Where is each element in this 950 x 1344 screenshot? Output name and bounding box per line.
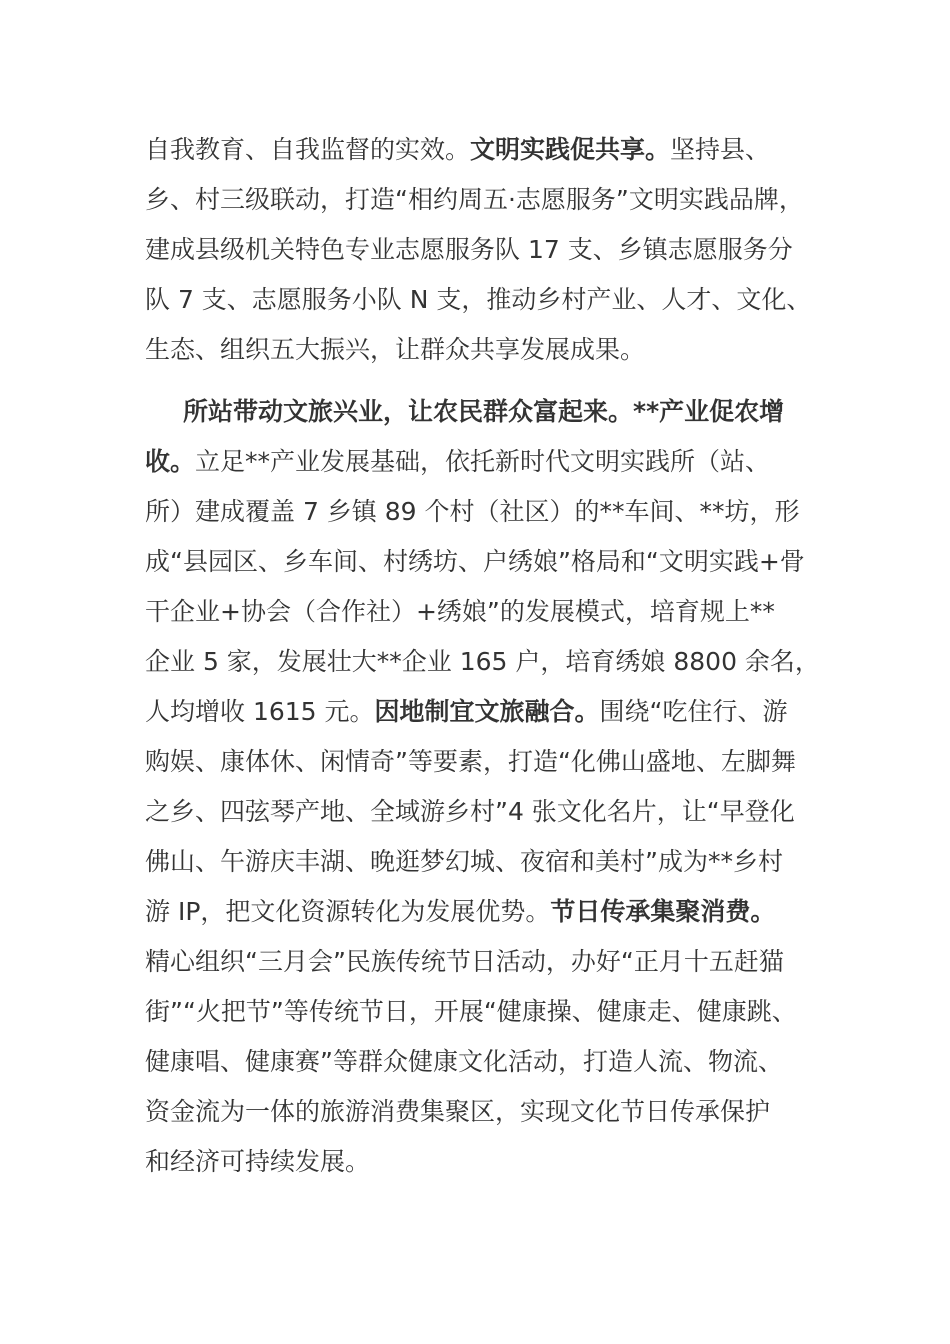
body-text: 资金流为一体的旅游消费集聚区，实现文化节日传承保护 [145, 1097, 771, 1126]
body-text: 人均增收 1615 元。 [145, 697, 375, 726]
paragraph [145, 387, 835, 1187]
bold-heading-text: 文明实践促共享。 [470, 135, 671, 164]
body-text: 生态、组织五大振兴，让群众共享发展成果。 [145, 335, 646, 364]
body-text: 建成县级机关特色专业志愿服务队 17 支、乡镇志愿服务分 [145, 235, 793, 264]
body-text: 队 7 支、志愿服务小队 N 支，推动乡村产业、人才、文化、 [145, 285, 812, 314]
document-body [145, 125, 835, 1187]
text-line [145, 1087, 835, 1137]
text-line [145, 325, 835, 375]
body-text: 精心组织“三月会”民族传统节日活动，办好“正月十五赶猫 [145, 947, 784, 976]
text-line [145, 637, 835, 687]
body-text: 游 IP，把文化资源转化为发展优势。 [145, 897, 551, 926]
bold-heading-text: 所站带动文旅兴业，让农民群众富起来。**产业促农增 [183, 397, 785, 426]
text-line [145, 387, 835, 437]
body-text: 干企业+协会（合作社）+绣娘”的发展模式，培育规上** [145, 597, 775, 626]
text-line [145, 587, 835, 637]
text-line [145, 1037, 835, 1087]
bold-heading-text: 因地制宜文旅融合。 [374, 697, 600, 726]
body-text: 围绕“吃住行、游 [599, 697, 788, 726]
text-line [145, 787, 835, 837]
text-line [145, 937, 835, 987]
text-line [145, 175, 835, 225]
body-text: 之乡、四弦琴产地、全域游乡村”4 张文化名片，让“早登化 [145, 797, 795, 826]
text-line [145, 837, 835, 887]
text-line [145, 125, 835, 175]
text-line [145, 737, 835, 787]
text-line [145, 887, 835, 937]
body-text: 乡、村三级联动，打造“相约周五·志愿服务”文明实践品牌， [145, 185, 804, 214]
text-line [145, 537, 835, 587]
body-text: 健康唱、健康赛”等群众健康文化活动，打造人流、物流、 [145, 1047, 783, 1076]
text-line [145, 1137, 835, 1187]
body-text: 佛山、午游庆丰湖、晚逛梦幻城、夜宿和美村”成为**乡村 [145, 847, 783, 876]
text-line [145, 437, 835, 487]
bold-heading-text: 收。 [145, 447, 196, 476]
paragraph [145, 125, 835, 375]
body-text: 成“县园区、乡车间、村绣坊、户绣娘”格局和“文明实践+骨 [145, 547, 805, 576]
text-line [145, 987, 835, 1037]
body-text: 坚持县、 [670, 135, 771, 164]
body-text: 购娱、康体休、闲情奇”等要素，打造“化佛山盛地、左脚舞 [145, 747, 796, 776]
text-line [145, 487, 835, 537]
text-line [145, 225, 835, 275]
bold-heading-text: 节日传承集聚消费。 [550, 897, 776, 926]
body-text: 所）建成覆盖 7 乡镇 89 个村（社区）的**车间、**坊，形 [145, 497, 800, 526]
body-text: 立足**产业发展基础，依托新时代文明实践所（站、 [195, 447, 771, 476]
body-text: 街”“火把节”等传统节日，开展“健康操、健康走、健康跳、 [145, 997, 797, 1026]
body-text: 企业 5 家，发展壮大**企业 165 户，培育绣娘 8800 余名， [145, 647, 820, 676]
body-text: 自我教育、自我监督的实效。 [145, 135, 471, 164]
text-line [145, 687, 835, 737]
text-line [145, 275, 835, 325]
body-text: 和经济可持续发展。 [145, 1147, 371, 1176]
